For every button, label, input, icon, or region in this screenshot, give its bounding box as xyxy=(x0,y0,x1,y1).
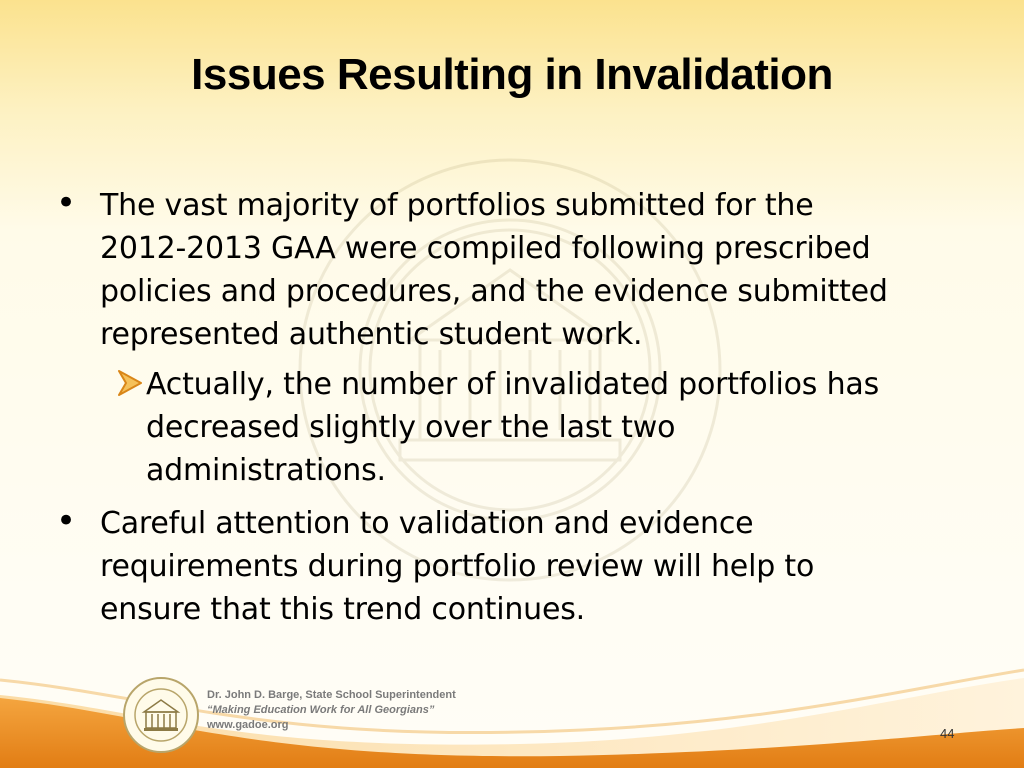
georgia-doe-seal-icon xyxy=(122,676,200,754)
footer-website-link[interactable]: www.gadoe.org xyxy=(207,719,289,731)
bullet-marker: • xyxy=(56,501,77,541)
bullet-marker: • xyxy=(56,183,77,223)
bullet-text-line: Careful attention to validation and evidence xyxy=(100,506,754,541)
arrow-bullet-icon xyxy=(116,368,144,398)
bullet-text-line: 2012-2013 GAA were compiled following prescribed xyxy=(100,231,871,266)
slide-number: 44 xyxy=(940,726,955,741)
bullet-text-line: represented authentic student work. xyxy=(100,317,643,352)
bullet-text-line: policies and procedures, and the evidence submitted xyxy=(100,274,888,309)
sub-bullet-text-line: administrations. xyxy=(146,453,386,488)
sub-bullet-text-line: decreased slightly over the last two xyxy=(146,410,676,445)
bullet-text-line: ensure that this trend continues. xyxy=(100,592,586,627)
footer-motto: “Making Education Work for All Georgians” xyxy=(207,704,435,716)
footer-superintendent: Dr. John D. Barge, State School Superintendent xyxy=(207,689,456,701)
sub-bullet-text-line: Actually, the number of invalidated portfolios has xyxy=(146,367,879,402)
bullet-text-line: The vast majority of portfolios submitted for the xyxy=(100,188,814,223)
slide-title: Issues Resulting in Invalidation xyxy=(191,50,833,99)
bullet-text-line: requirements during portfolio review will help to xyxy=(100,549,815,584)
